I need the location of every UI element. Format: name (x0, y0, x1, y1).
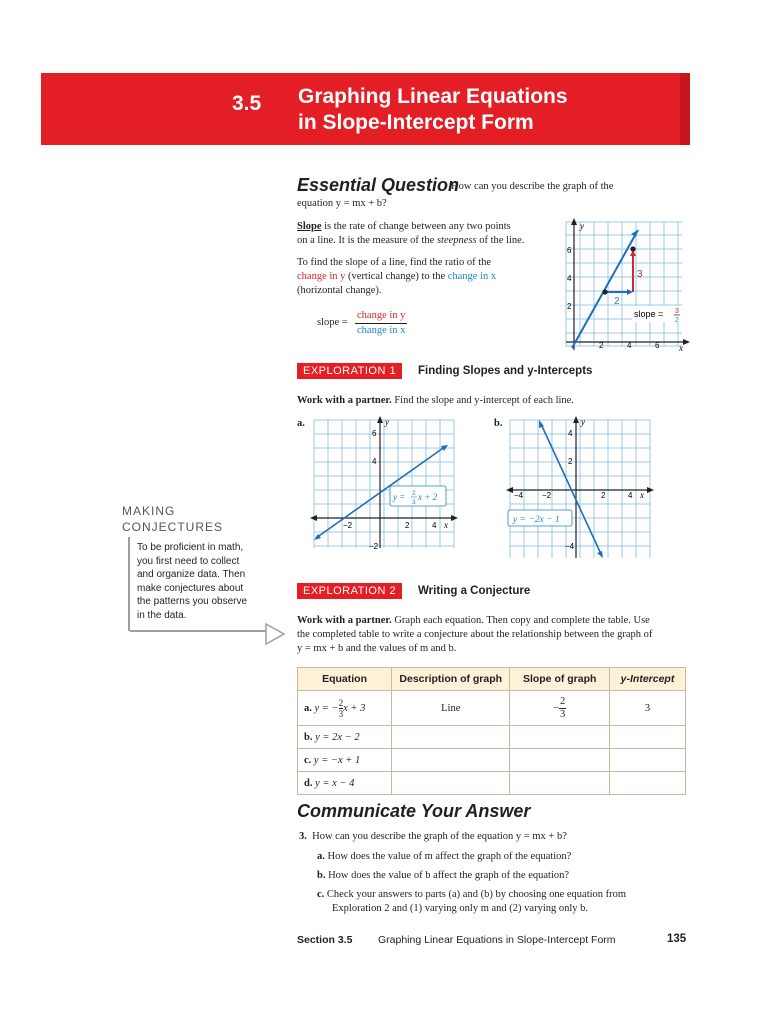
part-c: c. Check your answers to parts (a) and (b) by choosing one equation from (317, 889, 627, 900)
communicate-heading: Communicate Your Answer (297, 801, 531, 821)
xtick-2: 2 (599, 341, 604, 350)
header-description: Description of graph (392, 668, 510, 691)
essential-question-text-1: How can you describe the graph of the (451, 181, 614, 192)
question-3-parts (317, 850, 697, 916)
graph-b-xtick-2: 2 (601, 491, 606, 500)
graph-a-xlabel: x (444, 520, 448, 530)
graph-b-xtick-neg4: −4 (514, 491, 524, 500)
header-slope: Slope of graph (510, 668, 610, 691)
graph-b-ylabel: y (581, 417, 585, 427)
row-c-description (392, 749, 510, 772)
graph-b-xtick-neg2: −2 (542, 491, 552, 500)
graph-a-xtick-2: 2 (405, 521, 410, 530)
table-row (298, 749, 686, 772)
title-line-2: in Slope-Intercept Form (298, 111, 534, 134)
graph-a-ylabel: y (385, 417, 389, 427)
graph-a (310, 416, 458, 552)
part-a: a. How does the value of m affect the graph of the equation? (317, 851, 572, 862)
graph-a-eq-suffix: x + 2 (418, 492, 438, 502)
part-a-label: a. (297, 418, 305, 429)
table-row (298, 772, 686, 795)
slope-line (572, 230, 638, 348)
slope-example-graph (558, 218, 690, 352)
row-b-intercept (610, 726, 686, 749)
graph-a-ytick-6: 6 (372, 429, 377, 438)
exploration-1-tag: EXPLORATION 1 (297, 363, 402, 379)
section-number: 3.5 (232, 92, 262, 115)
exploration-2-title: Writing a Conjecture (418, 585, 531, 597)
graph-a-xtick-neg2: −2 (343, 521, 353, 530)
slope-formula-lhs: slope = (317, 317, 348, 328)
footer-title: Graphing Linear Equations in Slope-Intercept Form (378, 934, 616, 946)
axis-x-label: x (679, 343, 683, 352)
row-b-slope (510, 726, 610, 749)
footer-section: Section 3.5 (297, 934, 353, 946)
row-d-slope (510, 772, 610, 795)
table-row (298, 726, 686, 749)
row-b-equation: b. y = 2x − 2 (298, 726, 392, 749)
page-number: 135 (667, 933, 687, 945)
row-d-description (392, 772, 510, 795)
graph-b-eq: y = −2x − 1 (513, 515, 560, 525)
ytick-6: 6 (567, 246, 572, 255)
part-b-label: b. (494, 418, 503, 429)
sidebar-rule (128, 537, 130, 631)
essential-question-heading: Essential Question (297, 175, 460, 195)
slope-formula: change in y change in x (357, 310, 406, 336)
conjecture-table (297, 667, 686, 795)
graph-b-ytick-neg4: −4 (565, 542, 575, 551)
rise-label: 3 (637, 269, 643, 280)
sidebar-body: To be proficient in math, you first need to collect and organize data. Then make conjectures about the patterns you observe in the data. (137, 542, 248, 621)
header-equation: Equation (298, 668, 392, 691)
point-end (630, 246, 635, 251)
row-a-slope: − $\frac{2}{3}$ (510, 691, 610, 726)
slope-definition: Slope is the rate of change between any two points on a line. It is the measure of the steepness of the line. (297, 221, 525, 246)
run-label: 2 (614, 296, 620, 307)
graph-b-ytick-4: 4 (568, 429, 573, 438)
exploration-1-instructions: Work with a partner. Find the slope and y-intercept of each line. (297, 395, 574, 406)
row-c-slope (510, 749, 610, 772)
graph-a-ytick-4: 4 (372, 457, 377, 466)
sidebar-heading: MAKING CONJECTURES (122, 504, 224, 534)
sidebar-arrow-icon (264, 622, 286, 646)
slope-value-num: 3 (675, 308, 679, 315)
slope-instructions: To find the slope of a line, find the ratio of the change in y (vertical change) to the change in x (horizontal change). (297, 257, 497, 296)
header-intercept: y-Intercept (610, 668, 686, 691)
axis-y-label: y (580, 221, 584, 231)
row-c-equation: c. y = −x + 1 (298, 749, 392, 772)
row-b-description (392, 726, 510, 749)
row-d-equation: d. y = x − 4 (298, 772, 392, 795)
row-d-intercept (610, 772, 686, 795)
graph-b-xtick-4: 4 (628, 491, 633, 500)
slope-value-den: 2 (675, 317, 679, 324)
graph-b-ytick-2: 2 (568, 457, 573, 466)
exploration-2-instructions: Work with a partner. Graph each equation. Then copy and complete the table. Use the completed table to write a conjecture about the relationship between the graph of y = mx + b and the values of m and b. (297, 615, 653, 654)
exploration-2-tag: EXPLORATION 2 (297, 583, 402, 599)
xtick-6: 6 (655, 341, 660, 350)
banner-fold (680, 73, 690, 145)
section-title (298, 84, 568, 136)
essential-question-text-2: equation y = mx + b? (297, 198, 387, 209)
part-c-continued: Exploration 2 and (1) varying only m and (2) varying only b. (332, 903, 589, 914)
graph-b-line (541, 424, 601, 554)
table-header-row (298, 668, 686, 691)
sidebar-rule-bottom (130, 630, 268, 632)
title-line-1: Graphing Linear Equations (298, 85, 568, 108)
graph-b (506, 416, 654, 562)
graph-a-xtick-4: 4 (432, 521, 437, 530)
xtick-4: 4 (627, 341, 632, 350)
row-a-equation: a. y = − $\frac{2}{3}$ x + 3 (298, 691, 392, 726)
point-start (602, 289, 607, 294)
ytick-2: 2 (567, 302, 572, 311)
graph-a-eq-den: 3 (412, 499, 416, 506)
row-c-intercept (610, 749, 686, 772)
graph-b-xlabel: x (640, 490, 644, 500)
slope-value-label: slope = (634, 309, 664, 319)
ytick-4: 4 (567, 274, 572, 283)
graph-a-eq-num: 2 (412, 490, 416, 497)
row-a-intercept: 3 (610, 691, 686, 726)
row-a-description: Line (392, 691, 510, 726)
part-b: b. How does the value of b affect the graph of the equation? (317, 870, 570, 881)
exploration-1-title: Finding Slopes and y-Intercepts (418, 365, 593, 377)
graph-a-ytick-neg2: −2 (369, 542, 379, 551)
graph-a-eq-prefix: y = (393, 492, 406, 502)
table-row (298, 691, 686, 726)
question-3: 3. How can you describe the graph of the equation y = mx + b? (299, 831, 567, 842)
